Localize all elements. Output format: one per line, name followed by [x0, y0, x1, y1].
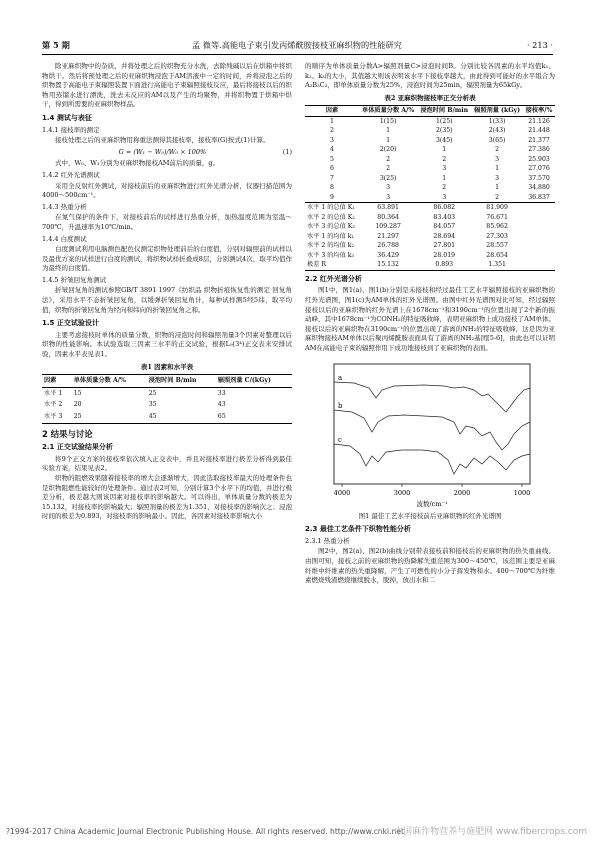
table-cell: 1: [495, 184, 500, 192]
table-1-header-row: [42, 375, 292, 388]
running-header: [42, 40, 553, 55]
curve-label-b: b: [338, 401, 343, 410]
equation-1-body: G = (W₁ − W₀)/W₀ × 100%: [118, 147, 207, 156]
table-cell: 35: [148, 401, 157, 409]
equation-1-number: (1): [282, 147, 292, 156]
table-cell: 85.962: [486, 223, 508, 231]
table-cell: 37.570: [528, 174, 550, 182]
table-cell: 84.057: [433, 223, 456, 231]
table-cell: 2: [329, 127, 334, 135]
table-cell: 27.076: [528, 165, 550, 173]
table-row: [305, 183, 555, 193]
table-cell: 27.386: [528, 146, 550, 154]
table-cell: 水平 3: [44, 413, 63, 420]
paragraph-1-4-5: 折皱回复角的测试参照GB/T 3891 1997《纺织品 织物折痕恢复性的测定 回复角法》，采用水平不态折皱回复角，以缓弹折皱回复角计，每种试样测5经5纬，取平均值，织物的折皱回复角为经向和纬向的折皱回复角之和。: [42, 286, 292, 314]
paragraph-1-5: 主要考虑接枝时单体的质量分数，织物的浸泡时间和辐照剂量3个因素对整理以后织物的性能影响。本试验选取三因素三水平的正交试验，根据L₉(3⁴)正交表来安排试验，因素水平表见表1。: [42, 330, 292, 359]
section-1-4-heading: 1.4 测试与表征: [42, 113, 92, 122]
paragraph-1-4-1-b: 式中，W₀、W₁分别为亚麻织物接枝AM前后的质量，g。: [55, 159, 220, 168]
table-cell: 45: [148, 413, 157, 420]
table-cell: 2(20): [379, 146, 397, 154]
table-cell: 81.909: [486, 204, 508, 212]
paragraph-2-1-cont: 的顺序为单体质量分数A>辐照剂量C>浸泡时间B。分别比较各因素的水平均值k₁、k₂、k₃的大小，其值越大则该表明该水平下接枝率越大，由此得到可能好的水平组合为A₂B₃C₃，即单体质量分数为25%，浸泡时间为25min，辐照剂量为65kGy。: [305, 62, 555, 90]
table-stat-row: [305, 222, 555, 232]
table-row: [42, 399, 292, 411]
table-cell: 5: [329, 155, 334, 163]
running-title: 孟 微等.高能电子束引发丙烯酰胺接枝亚麻织物的性能研究: [192, 40, 402, 50]
paragraph-1-4-2: 采用全反射红外测试，对接枝前后的亚麻织物进行红外光谱分析，仪器扫描范围为4000～500cm⁻¹。: [42, 181, 292, 200]
table-1-header: 浸泡时间 B/min: [148, 377, 197, 385]
figure-1-caption: 图1 最佳工艺水平接枝前后亚麻织物的红外光谱图: [358, 511, 502, 520]
x-axis-label: 波数/cm⁻¹: [416, 499, 448, 508]
table-cell: 4: [329, 146, 334, 154]
ir-spectrum-plot: [314, 360, 546, 510]
table-cell: 2: [495, 193, 500, 201]
table-cell: 水平 2: [44, 401, 63, 409]
curve-label-c: c: [338, 435, 342, 444]
table-2-header: 单体质量分数 A/%: [362, 107, 415, 115]
table-cell: 水平 2 的均值 k₂: [307, 242, 355, 250]
table-cell: 2: [386, 155, 391, 163]
table-cell: 2(35): [435, 127, 453, 135]
table-cell: 36.837: [528, 193, 550, 201]
table-cell: 1(33): [488, 117, 506, 125]
section-1-4-1-heading: 1.4.1 接枝率的测定: [42, 125, 100, 134]
table-row: [305, 164, 555, 174]
table-cell: 80.364: [377, 213, 399, 221]
paragraph-1-4-1: 接枝处理之后的亚麻织物用称重法测得其接枝率，接枝率(G)按式(1)计算。: [55, 136, 270, 145]
table-2-header: 因素: [325, 107, 339, 115]
section-2-heading: 2 结果与讨论: [42, 428, 93, 439]
table-cell: 33: [217, 389, 226, 397]
table-cell: 9: [329, 193, 334, 201]
table-stat-row: [305, 260, 555, 270]
table-stat-row: [305, 251, 555, 261]
table-cell: 1: [386, 136, 391, 144]
table-cell: 8: [329, 184, 334, 192]
table-cell: 109.287: [375, 223, 401, 231]
intro-paragraph: 除亚麻织物中的杂质，并将处理之后的织物充分水洗，去除残碱以后在烘箱中将织物烘干。然后将预处理之后的亚麻织物浸泡于AM溶液中一定的时间，并将浸泡之后的织物置于高能电子束辐照装置下面进行高能电子束辐照接枝反应，最后将接枝以后的织物用蒸馏水进行漂洗，洗去未反应的AM以及产生的均聚物，并将织物置于烘箱中烘干，得到所需要的亚麻织物样品。: [42, 62, 292, 109]
table-cell: 25.903: [528, 155, 550, 163]
table-cell: 83.403: [433, 213, 456, 221]
table-cell: 2: [442, 184, 447, 192]
paragraph-2-1-b: 织物的阻燃效果随着接枝率的增大会逐渐增大，因此选取接枝率最大的处理条件也是织物阻燃性能较好的处理条件。通过表2可知，分别计算3个水平下的均值，并进行极差分析，极差越大则该因素对接枝率的影响越大。可以得出，单体质量分数的极差为15.132，对接枝率的影响最大；辐照剂量的极差为1.351，对接枝率的影响次之；浸泡时间的极差为0.893，对接枝率的影响最小。因此，各因素对接枝率影响大小: [42, 473, 292, 521]
left-column: [42, 62, 292, 522]
plot-frame: [334, 364, 530, 484]
paragraph-2-2: 图1中，图1(a)、图1(b)分别是未接枝和经过最佳工艺水平辐照接枝的亚麻织物的红外光谱图，图1(c)为AM单体的红外光谱图。由图中红外光谱图对比可知，经过辐照接枝以后的亚麻织物的红外光谱上在1678cm⁻¹和3190cm⁻¹的位置出现了2个新的振动峰，其中1678cm⁻¹为CONH₂的特征吸收峰，表明亚麻织物上成功接枝了AM单体。接枝以后的亚麻织物在3190cm⁻¹的位置出现了游离的NH₂的特征吸收峰，这是因为亚麻织物接枝AM单体以后聚丙烯酰胺表面具有了游离的NH₂基团[5-6]，由此也可以证明AM在高能电子束的辐照作用下成功地接枝到了亚麻织物的表面。: [305, 286, 555, 353]
table-cell: 水平 1 的均值 k₁: [307, 232, 355, 240]
x-tick-label: 1000: [513, 488, 531, 497]
table-cell: 3: [329, 136, 334, 144]
table-cell: 2: [495, 146, 500, 154]
table-cell: 21.126: [528, 117, 550, 125]
table-2-header: 接枝率/%: [525, 107, 553, 115]
table-cell: 27.801: [433, 242, 456, 250]
table-row: [305, 155, 555, 165]
table-cell: 15.132: [377, 261, 399, 269]
x-tick-label: 2000: [453, 488, 471, 497]
table-cell: 2(43): [488, 127, 506, 135]
table-cell: 2: [442, 155, 447, 163]
table-row: [305, 116, 555, 126]
copyright-notice: ?1994-2017 China Academic Journal Electronic Publishing House. All rights reserved. http://www.cnki.net: [6, 827, 405, 836]
table-cell: 1: [442, 146, 447, 154]
table-cell: 3(25): [379, 174, 397, 182]
table-2-header-row: [305, 106, 555, 117]
table-cell: 63.891: [377, 204, 399, 212]
section-1-4-2-heading: 1.4.2 红外光谱测试: [42, 170, 100, 179]
section-2-3-1-heading: 2.3.1 热重分析: [305, 536, 350, 545]
table-cell: 水平 1: [44, 389, 63, 397]
table-row: [42, 387, 292, 399]
page-number: · 213 ·: [526, 40, 553, 50]
table-cell: 水平 2 的总值 K₂: [307, 213, 355, 221]
table-cell: 25: [73, 413, 82, 420]
section-1-4-5-heading: 1.4.5 折皱回复角测试: [42, 275, 107, 284]
table-1-header: 单体质量分数 A/%: [73, 377, 126, 385]
table-2-header: 浸泡时间 B/min: [420, 107, 469, 115]
footer: [0, 824, 595, 842]
table-cell: 0.893: [435, 261, 454, 269]
table-cell: 21.448: [528, 127, 550, 135]
table-cell: 水平 3 的总值 K₃: [307, 223, 355, 231]
table-stat-row: [305, 203, 555, 213]
table-cell: 3: [495, 174, 500, 182]
table-cell: 水平 1 的总值 K₁: [307, 204, 355, 212]
x-tick-label: 3000: [393, 488, 411, 497]
section-1-4-3-heading: 1.4.3 热重分析: [42, 202, 87, 211]
table-cell: 3: [386, 193, 391, 201]
table-cell: 1: [495, 165, 500, 173]
table-1-header: 辐照剂量 C/(kGy): [217, 377, 271, 385]
spectrum-curve-b: [334, 410, 530, 450]
table-2-body: [305, 116, 555, 270]
table-cell: 7: [329, 174, 334, 182]
spectrum-curve-a: [334, 382, 530, 412]
table-1-caption: 表1 因素和水平表: [140, 362, 194, 371]
figure-1: [314, 360, 546, 510]
table-cell: 1.351: [488, 261, 506, 269]
table-cell: 3: [442, 193, 447, 201]
table-cell: 26.788: [377, 242, 399, 250]
x-tick-label: 4000: [333, 488, 351, 497]
table-cell: 43: [217, 401, 226, 409]
table-cell: 28.654: [486, 251, 508, 259]
table-cell: 1: [329, 117, 334, 125]
table-row: [305, 136, 555, 146]
table-cell: 1: [386, 127, 391, 135]
table-cell: 3: [495, 155, 500, 163]
table-cell: 86.082: [433, 204, 456, 212]
table-row: [42, 411, 292, 423]
paragraph-2-1: 将9个正交方案的接枝率依次填入正交表中，并且对接枝率进行极差分析得到最佳实验方案，结果见表2。: [42, 454, 292, 473]
table-cell: 3(45): [435, 136, 453, 144]
paragraph-2-3-1: 图2中，图2(a)、图2(b)曲线分别带表接枝前和接枝后的亚麻织物的热失重曲线。由图可知，接枝之前的亚麻织物的热降解失重范围为300～450℃，该范围主要是亚麻纤维中纤维素的热失重降解，产生了可燃性的小分子挥发物和水。400～700℃为纤维素燃烧残渣燃烧继续脱水，脱掉，放出水和二: [305, 547, 555, 585]
table-cell: 28.557: [486, 242, 508, 250]
paragraph-1-4-4: 白度测试利用电脑测色配色仪测定织物处理前后的白度值，分别对辐照前的试样以及最优方案的试样进行白度的测试，将织物试样折叠成8层，分别测试4次，取平均值作为最终的白度值。: [42, 245, 292, 273]
table-cell: 65: [217, 413, 226, 420]
section-1-4-4-heading: 1.4.4 白度测试: [42, 234, 87, 243]
table-cell: 36.429: [377, 251, 399, 259]
table-cell: 15: [73, 389, 82, 397]
table-2-header: 辐照剂量 (kGy): [474, 107, 521, 115]
table-1: [42, 374, 292, 423]
table-2-caption: 表2 亚麻织物接枝率正交分析表: [384, 93, 476, 102]
table-1-header: 因素: [44, 377, 57, 385]
table-cell: 34.880: [528, 184, 550, 192]
table-row: [305, 174, 555, 184]
table-cell: 3: [442, 165, 447, 173]
right-column: [305, 62, 555, 586]
table-cell: 21.377: [528, 136, 550, 144]
table-row: [305, 145, 555, 155]
table-stat-row: [305, 232, 555, 242]
table-cell: 水平 3 的均值 k₃: [307, 251, 355, 259]
table-2: [305, 105, 555, 271]
table-cell: 28.019: [433, 251, 456, 259]
table-cell: 27.303: [486, 232, 508, 240]
table-row: [305, 193, 555, 203]
watermark: 中国麻作物营养与施肥网 www.fibercrops.com: [394, 827, 587, 837]
table-stat-row: [305, 241, 555, 251]
issue-number: 第 5 期: [42, 40, 70, 50]
table-cell: 25: [148, 389, 157, 397]
table-cell: 3: [386, 184, 391, 192]
table-stat-row: [305, 213, 555, 223]
table-cell: 1(25): [435, 117, 453, 125]
table-cell: 3(65): [488, 136, 506, 144]
table-row: [305, 126, 555, 136]
table-cell: 1: [442, 174, 447, 182]
section-2-2-heading: 2.2 红外光谱分析: [305, 274, 362, 283]
section-2-1-heading: 2.1 正交试验结果分析: [42, 443, 113, 452]
table-cell: 1(15): [379, 117, 397, 125]
table-cell: 2: [386, 165, 391, 173]
table-cell: 76.671: [486, 213, 508, 221]
section-2-3-heading: 2.3 最佳工艺条件下织物性能分析: [305, 525, 411, 534]
table-cell: 极差 R: [307, 261, 327, 269]
equation-1: [42, 148, 292, 158]
table-cell: 28.694: [433, 232, 456, 240]
section-1-5-heading: 1.5 正交试验设计: [42, 319, 99, 328]
table-cell: 6: [329, 165, 334, 173]
table-cell: 21.297: [377, 232, 399, 240]
curve-label-a: a: [338, 373, 343, 382]
paragraph-1-4-3: 在氮气保护的条件下，对接枝前后的试样进行热重分析，加热温度范围为室温～700℃，升温速率为10℃/min。: [42, 213, 292, 231]
table-cell: 20: [73, 401, 82, 409]
